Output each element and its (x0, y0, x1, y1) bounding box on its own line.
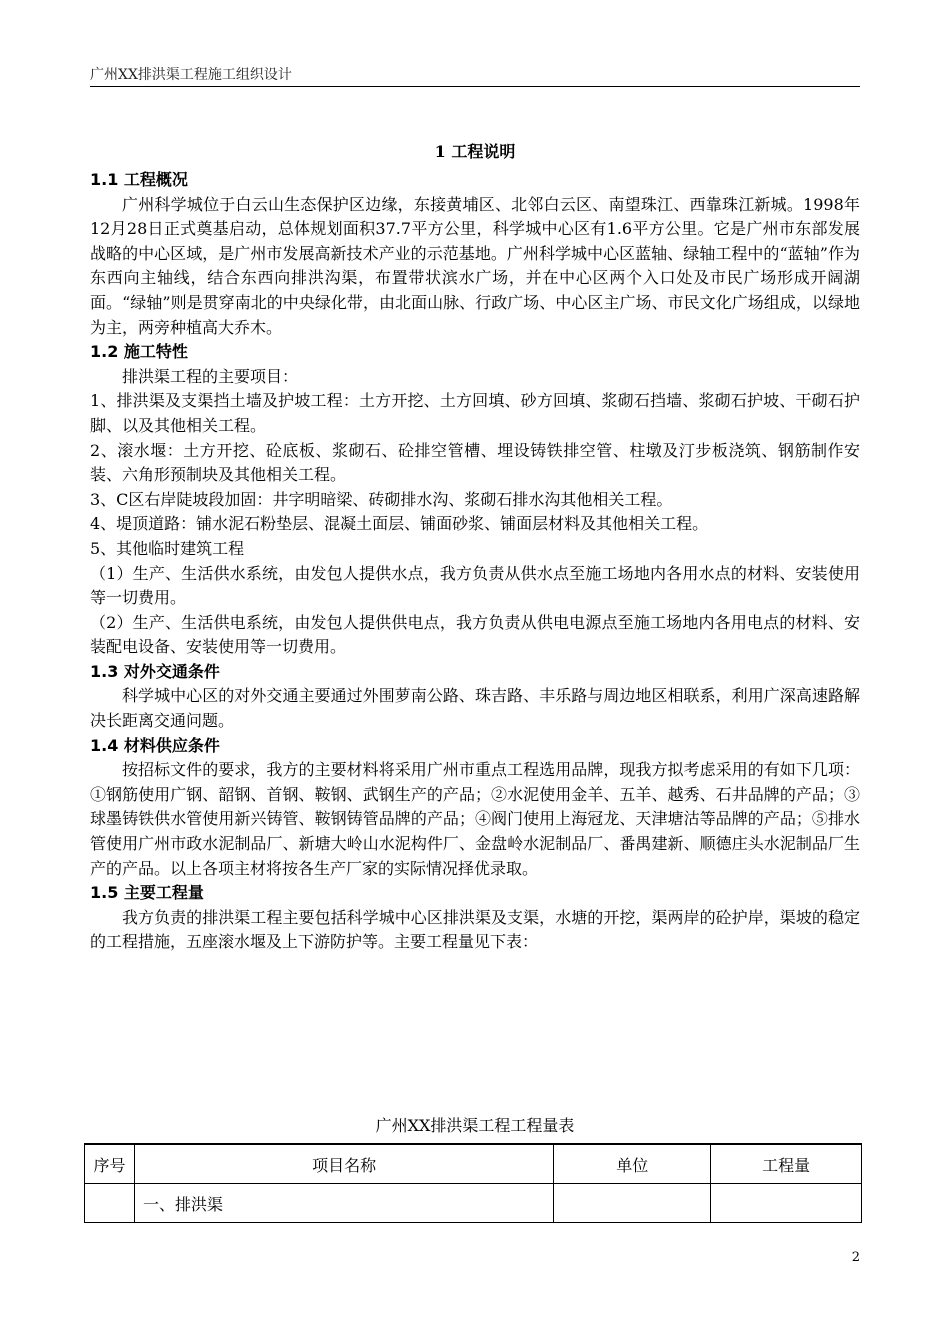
section-1-2-item-5: 5、其他临时建筑工程 (90, 538, 245, 558)
table-cell-qty (711, 1184, 862, 1223)
section-1-2-item-4: 4、堤顶道路：铺水泥石粉垫层、混凝土面层、铺面砂浆、铺面层材料及其他相关工程。 (90, 514, 709, 534)
section-1-1-paragraph: 广州科学城位于白云山生态保护区边缘，东接黄埔区、北邻白云区、南望珠江、西靠珠江新城。1998年12月28日正式奠基启动，总体规划面积37.7平方公里，科学城中心区有1.6平方公里。它是广州市东部发展战略的中心区域，是广州市发展高新技术产业的示范基地。广州科学城中心区蓝轴、绿轴工程中的“蓝轴”作为东西向主轴线，结合东西向排洪沟渠，布置带状滨水广场，并在中心区两个入口处及市民广场形成开阔湖面。“绿轴”则是贯穿南北的中央绿化带，由北面山脉、行政广场、中心区主广场、市民文化广场组成，以绿地为主，两旁种植高大乔木。 (90, 194, 860, 337)
column-header-seq: 序号 (85, 1144, 135, 1184)
page-number: 2 (851, 1250, 860, 1265)
quantity-table (84, 1143, 862, 1223)
section-1-2-item-3: 3、C区右岸陡坡段加固：井字明暗梁、砖砌排水沟、浆砌石排水沟其他相关工程。 (90, 489, 673, 509)
section-1-2-item-2: 2、滚水堰：土方开挖、砼底板、浆砌石、砼排空管槽、埋设铸铁排空管、柱墩及汀步板浇筑、钢筋制作安装、六角形预制块及其他相关工程。 (90, 440, 860, 485)
column-header-name: 项目名称 (134, 1144, 553, 1184)
section-1-2-item-1: 1、排洪渠及支渠挡土墙及护坡工程：土方开挖、土方回填、砂方回填、浆砌石挡墙、浆砌石护坡、干砌石护脚、以及其他相关工程。 (90, 391, 860, 435)
chapter-title: 1 工程说明 (434, 142, 516, 161)
section-1-4-paragraph: 按招标文件的要求，我方的主要材料将采用广州市重点工程选用品牌，现我方拟考虑采用的有如下几项：①钢筋使用广钢、韶钢、首钢、鞍钢、武钢生产的产品；②水泥使用金羊、五羊、越秀、石井品牌的产品；③球墨铸铁供水管使用新兴铸管、鞍钢铸管品牌的产品；④阀门使用上海冠龙、天津塘沽等品牌的产品；⑤排水管使用广州市政水泥制品厂、新塘大岭山水泥构件厂、金盘岭水泥制品厂、番禺建新、顺德庄头水泥制品厂生产的产品。以上各项主材将按各生产厂家的实际情况择优录取。 (90, 760, 860, 878)
section-1-3-paragraph: 科学城中心区的对外交通主要通过外围萝南公路、珠吉路、丰乐路与周边地区相联系，利用广深高速路解决长距离交通问题。 (90, 686, 860, 731)
column-header-unit: 单位 (554, 1144, 711, 1184)
document-body (90, 140, 860, 955)
section-heading-1-4: 1.4 材料供应条件 (90, 735, 220, 755)
column-header-qty: 工程量 (711, 1144, 862, 1184)
document-header-title: 广州XX排洪渠工程施工组织设计 (90, 67, 292, 83)
table-title: 广州XX排洪渠工程工程量表 (375, 1116, 575, 1135)
section-1-2-intro: 排洪渠工程的主要项目： (122, 366, 299, 386)
section-heading-1-3: 1.3 对外交通条件 (90, 661, 220, 681)
section-1-2-subitem-2: （2）生产、生活供电系统，由发包人提供供电点，我方负责从供电电源点至施工场地内各用电点的材料、安装配电设备、安装使用等一切费用。 (90, 612, 860, 657)
section-heading-1-5: 1.5 主要工程量 (90, 883, 204, 903)
table-header-row (85, 1144, 862, 1184)
section-1-2-subitem-1: （1）生产、生活供水系统，由发包人提供水点，我方负责从供水点至施工场地内各用水点的材料、安装使用等一切费用。 (90, 563, 860, 608)
section-1-5-paragraph: 我方负责的排洪渠工程主要包括科学城中心区排洪渠及支渠，水塘的开挖，渠两岸的砼护岸，渠坡的稳定的工程措施，五座滚水堰及上下游防护等。主要工程量见下表： (90, 907, 860, 952)
table-cell-unit (554, 1184, 711, 1223)
table-row (85, 1184, 862, 1223)
table-cell-name: 一、排洪渠 (134, 1184, 553, 1223)
header-divider (90, 86, 860, 87)
section-heading-1-1: 1.1 工程概况 (90, 170, 188, 189)
section-heading-1-2: 1.2 施工特性 (90, 342, 188, 362)
table-cell-seq (85, 1184, 135, 1223)
